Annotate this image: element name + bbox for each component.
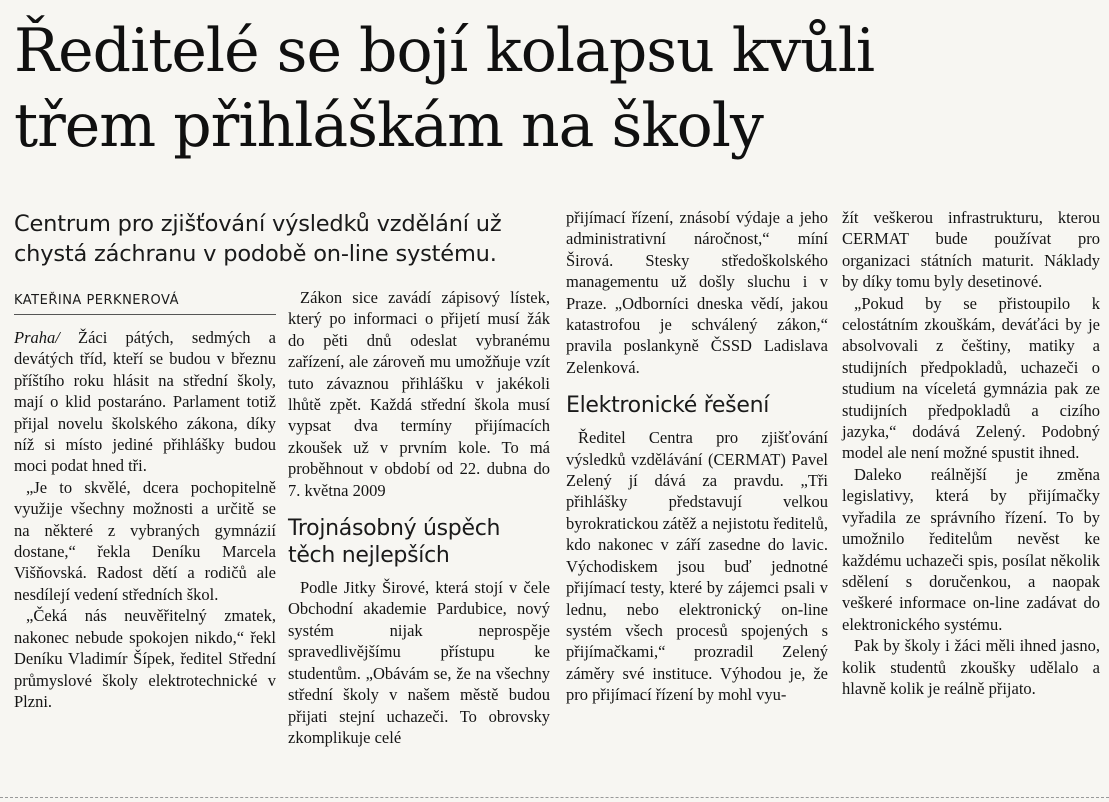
lead-line-1: Centrum pro zjišťování výsledků vzdělání už <box>14 211 502 237</box>
column-3-paragraph-2: Ředitel Centra pro zjišťování výsledků vzdělávání (CERMAT) Pavel Zelený jí dává za pravdu. „Tři přihlášky představují velkou byrokratickou zátěž a nejistotu ředitelů, kdo nakonec v září zasedne do lavic. Východiskem jsou buď jednotné přijímací testy, které by zájemci psali v lednu, nebo elektronický on-line systém všech procesů spojených s přijímačkami,“ prozradil Zelený záměry své instituce. Výhodou je, že pro přijímací řízení by mohl vyu- <box>566 428 828 705</box>
bottom-divider <box>0 797 1109 798</box>
lead-paragraph <box>14 209 554 269</box>
column-1-paragraph-1-text: Žáci pátých, sedmých a devátých tříd, kteří se budou v březnu příštího roku hlásit na střední školy, mají o klid postaráno. Parlament totiž přijal novelu školského zákona, díky níž si místo jediné přihlášky budou moci podat hned tři. <box>14 328 276 476</box>
column-4-paragraph-1: žít veškerou infrastrukturu, kterou CERMAT bude používat pro organizaci státních maturit. Náklady by díky tomu byly desetinové. <box>842 208 1100 292</box>
column-4-paragraph-3: Daleko reálnější je změna legislativy, která by přijímačky vyřadila ze správního řízení. To by umožnilo ředitelům nevěst ke každému uchazeči spis, posílat několik sdělení s doručenkou, a naopak veškeré informace on-line zadávat do elektronického systému. <box>842 464 1100 634</box>
subheading-1 <box>288 515 550 569</box>
column-2-paragraph-2: Podle Jitky Širové, která stojí v čele Obchodní akademie Pardubice, nový systém nijak neprospěje spravedlivějšímu přístupu ke studentům. „Obávám se, že na všechny střední školy v našem městě budou přijati stejní uchazeči. To obrovsky zkomplikuje celé <box>288 578 550 747</box>
column-2 <box>288 287 550 787</box>
column-2-paragraph-1: Zákon sice zavádí zápisový lístek, který po informaci o přijetí musí žák do pěti dnů odeslat vybranému zařízení, ale zároveň mu umožňuje vzít tuto závaznou přihlášku v jakékoli lhůtě zpět. Každá střední škola musí vypsat dva termíny přijímacích zkoušek už v prvním kole. To má proběhnout v období od 22. dubna do 7. května 2009 <box>288 288 550 500</box>
lead-line-2: chystá záchranu v podobě on-line systému. <box>14 241 497 267</box>
column-4-paragraph-2: „Pokud by se přistoupilo k celostátním zkouškám, deváťáci by je absolvovali z češtiny, matiky a studijních předpokladů, uchazeči o studium na víceletá gymnázia pak ze studijních předpokladů a cizího jazyka,“ dodává Zelený. Podobný model ale není možné spustit ihned. <box>842 293 1100 463</box>
subheading-1-line-1: Trojnásobný úspěch <box>288 516 501 542</box>
column-3 <box>566 207 828 797</box>
headline-line-2: třem přihláškám na školy <box>14 91 763 161</box>
column-4-paragraph-4: Pak by školy i žáci měli ihned jasno, kolik studentů zkoušky udělalo a hlavně kolik je reálně přijato. <box>842 636 1100 698</box>
subheading-2: Elektronické řešení <box>566 393 770 419</box>
dateline-place: Praha/ <box>14 328 60 347</box>
headline <box>14 14 1104 164</box>
column-1-paragraph-3: „Čeká nás neuvěřitelný zmatek, nakonec nebude spokojen nikdo,“ řekl Deníku Vladimír Šípek, ředitel Střední průmyslové školy elektrotechnické v Plzni. <box>14 606 276 711</box>
column-4 <box>842 207 1100 797</box>
column-1 <box>14 327 276 797</box>
headline-line-1: Ředitelé se bojí kolapsu kvůli <box>14 16 875 86</box>
column-3-paragraph-1: přijímací řízení, znásobí výdaje a jeho administrativní náročnost,“ míní Širová. Stesky středoškolského managementu už došly sluchu i v Praze. „Odborníci dneska vědí, jakou katastrofou je schválený zákon,“ pravila poslankyně ČSSD Ladislava Zelenková. <box>566 208 828 377</box>
subheading-1-line-2: těch nejlepších <box>288 543 450 569</box>
byline: KATEŘINA PERKNEROVÁ <box>14 293 179 308</box>
byline-divider <box>14 314 276 315</box>
column-1-paragraph-1 <box>14 327 276 477</box>
column-1-paragraph-2: „Je to skvělé, dcera pochopitelně využije všechny možnosti a určitě se na některé z vybraných gymnázií dostane,“ řekla Deníku Marcela Višňovská. Radost dětí a rodičů ale nesdílejí vedení středních škol. <box>14 477 276 604</box>
